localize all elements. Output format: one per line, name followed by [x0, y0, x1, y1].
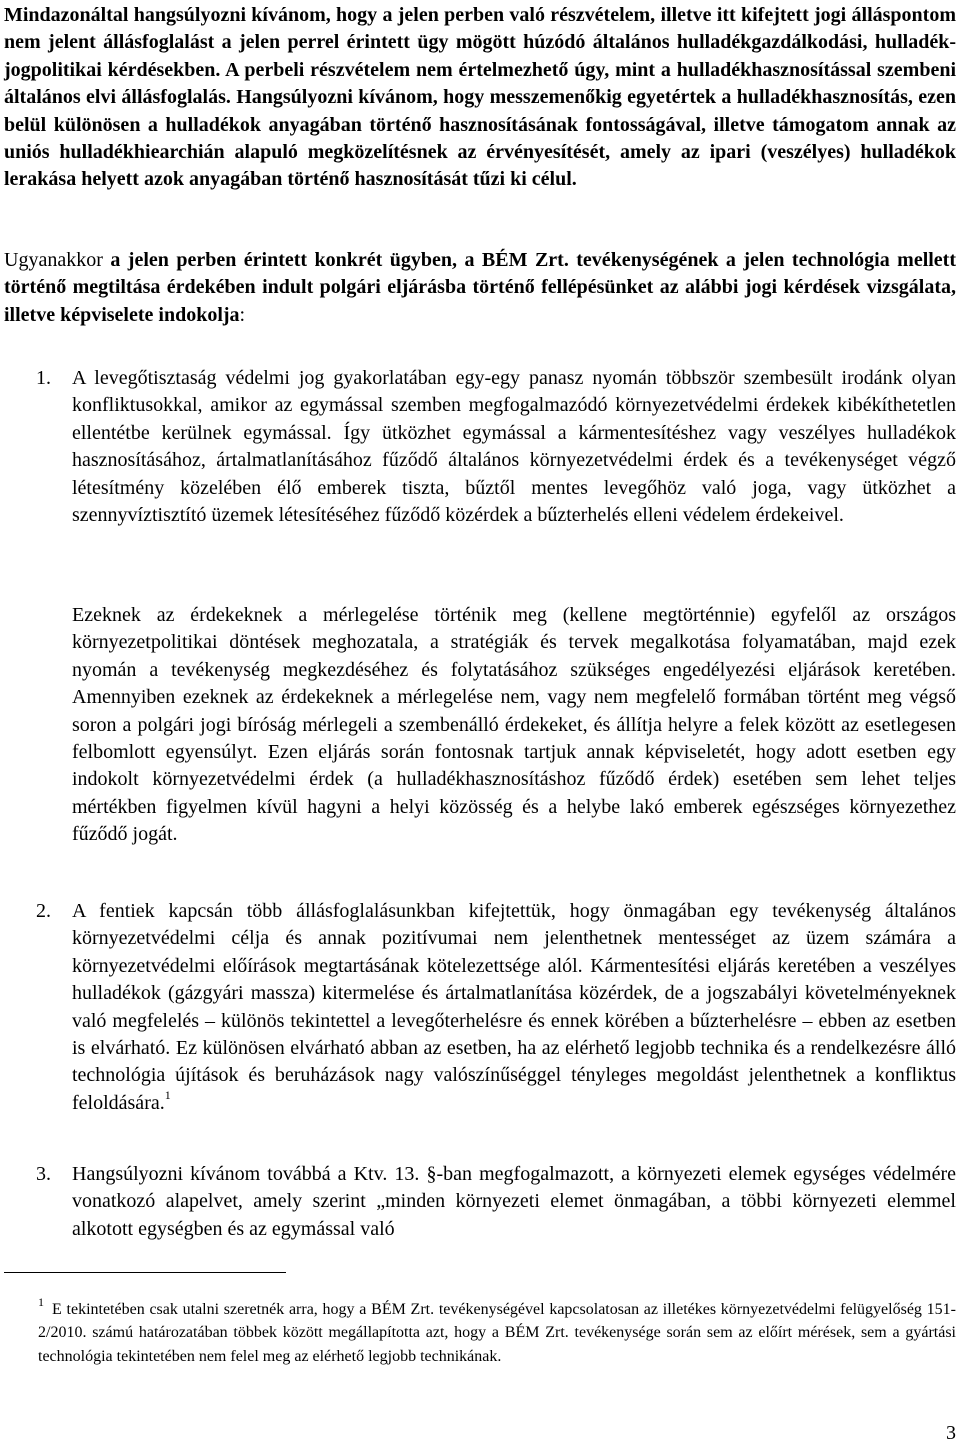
- footnote-separator: [4, 1272, 286, 1273]
- list-item-2-text: A fentiek kapcsán több állásfoglalásunkban kifejtettük, hogy önmagában egy tevékenység általános környezetvédelmi célja és annak pozitívumai nem jelenthetnek mentességet az üzem számára a környezetvédelmi előírások megtartásának kötelezettsége alól. Kármentesítési eljárás keretében a veszélyes hulladékok (gázgyári massza) kitermelése és ártalmatlanítása közérdek, de a jogszabályi követelményeknek való megfelelés – különös tekintettel a levegőterhelésre és ennek körében a bűzterhelésre – ebben az esetben is elvárható. Ez különösen elvárható abban az esetben, ha az elérhető legjobb technika és a rendelkezésre álló technológia újítások és beruházások nagy valószínűséggel tényleges megoldást jelenthetnek a konfliktus feloldására.: [72, 900, 956, 1114]
- list-item-1-paragraph-1: A levegőtisztaság védelmi jog gyakorlatában egy-egy panasz nyomán többször szembesült irodánk olyan konfliktusokkal, amikor az egymással szemben megfogalmazódó környezetvédelmi érdekek kibékíthetetlen ellentétbe kerülnek egymással. Így ütközhet egymással a kármentesítéshez vagy veszélyes hulladékok hasznosításához, ártalmatlanításához fűződő általános környezetvédelmi érdek és a tevékenységet végző létesítmény közelében élő emberek tiszta, bűztől mentes levegőhöz való joga, vagy ütközhet a szennyvíztisztító üzemek létesítéséhez fűződő közérdek a bűzterhelés elleni védelem érdekeivel.: [72, 367, 956, 527]
- second-paragraph-tail: :: [239, 303, 246, 326]
- intro-paragraph: Mindazonáltal hangsúlyozni kívánom, hogy a jelen perben való részvételem, illetve itt kifejtett jogi álláspontom nem jelent állásfoglalást a jelen perrel érintett ügy mögött húzódó általános hulladékgazdálkodási, hulladék-jogpolitikai kérdésekben. A perbeli részvételem nem értelmezhető úgy, mint a hulladékhasznosítással szembeni általános elvi állásfoglalás. Hangsúlyozni kívánom, hogy messzemenőkig egyetértek a hulladékhasznosítás, ezen belül különösen a hulladékok anyagában történő hasznosításának fontosságával, illetve támogatom annak az uniós hulladékhiearchián alapuló megközelítésnek az érvényesítését, amely az ipari (veszélyes) hulladékok lerakása helyett azok anyagában történő hasznosítását tűzi ki célul.: [4, 4, 956, 191]
- list-number-3: 3.: [36, 1163, 51, 1185]
- list-item-2-paragraph: [72, 898, 956, 1117]
- page-number: 3: [946, 1422, 956, 1444]
- footnote-reference[interactable]: 1: [164, 1087, 171, 1102]
- footnote-text: E tekintetében csak utalni szeretnék arra, hogy a BÉM Zrt. tevékenységével kapcsolatosan az illetékes környezetvédelmi felügyelőség 151-2/2010. számú határozatában többek között megállapította azt, hogy a BÉM Zrt. tevékenysége során sem az előírt mérések, sem a gyártási technológia tekintetében nem felel meg az elérhető legjobb technikának.: [38, 1301, 956, 1365]
- list-number-2: 2.: [36, 900, 51, 922]
- list-number-1: 1.: [36, 367, 51, 389]
- second-paragraph-bold: a jelen perben érintett konkrét ügyben, a BÉM Zrt. tevékenységének a jelen technológia mellett történő megtiltása érdekében indult polgári eljárásba történő fellépésünket az alábbi jogi kérdések vizsgálata, illetve képviselete indokolja: [4, 249, 957, 326]
- footnote-mark: 1: [38, 1295, 44, 1309]
- second-paragraph: [4, 247, 956, 329]
- list-item-3-paragraph: Hangsúlyozni kívánom továbbá a Ktv. 13. §-ban megfogalmazott, a környezeti elemek egységes védelmére vonatkozó alapelvet, amely szerint „minden környezeti elemet önmagában, a többi környezeti elemmel alkotott egységben és az egymással való: [72, 1163, 956, 1240]
- footnote: [38, 1291, 956, 1368]
- list-item-1-paragraph-2: Ezeknek az érdekeknek a mérlegelése történik meg (kellene megtörténnie) egyfelől az országos környezetpolitikai döntések meghozatala, a stratégiák és tervek megalkotása folyamatában, majd ezek nyomán a tevékenység megkezdéséhez és folytatásához szükséges engedélyezési eljárások keretében. Amennyiben ezeknek az érdekeknek a mérlegelése nem, vagy nem megfelelő formában történt meg végső soron a polgári jogi bíróság mérlegeli a szembenálló érdekeket, és állítja helyre a felek között az esetlegesen felbomlott egyensúlyt. Ezen eljárás során fontosnak tartjuk annak képviseletét, hogy adott esetben egy indokolt környezetvédelmi érdek (a hulladékhasznosításhoz fűződő érdek) esetében sem lehet teljes mértékben figyelmen kívül hagyni a helyi közösség és a helybe lakó emberek egészséges környezethez fűződő jogát.: [72, 604, 956, 846]
- second-paragraph-lead: Ugyanakkor: [4, 249, 111, 271]
